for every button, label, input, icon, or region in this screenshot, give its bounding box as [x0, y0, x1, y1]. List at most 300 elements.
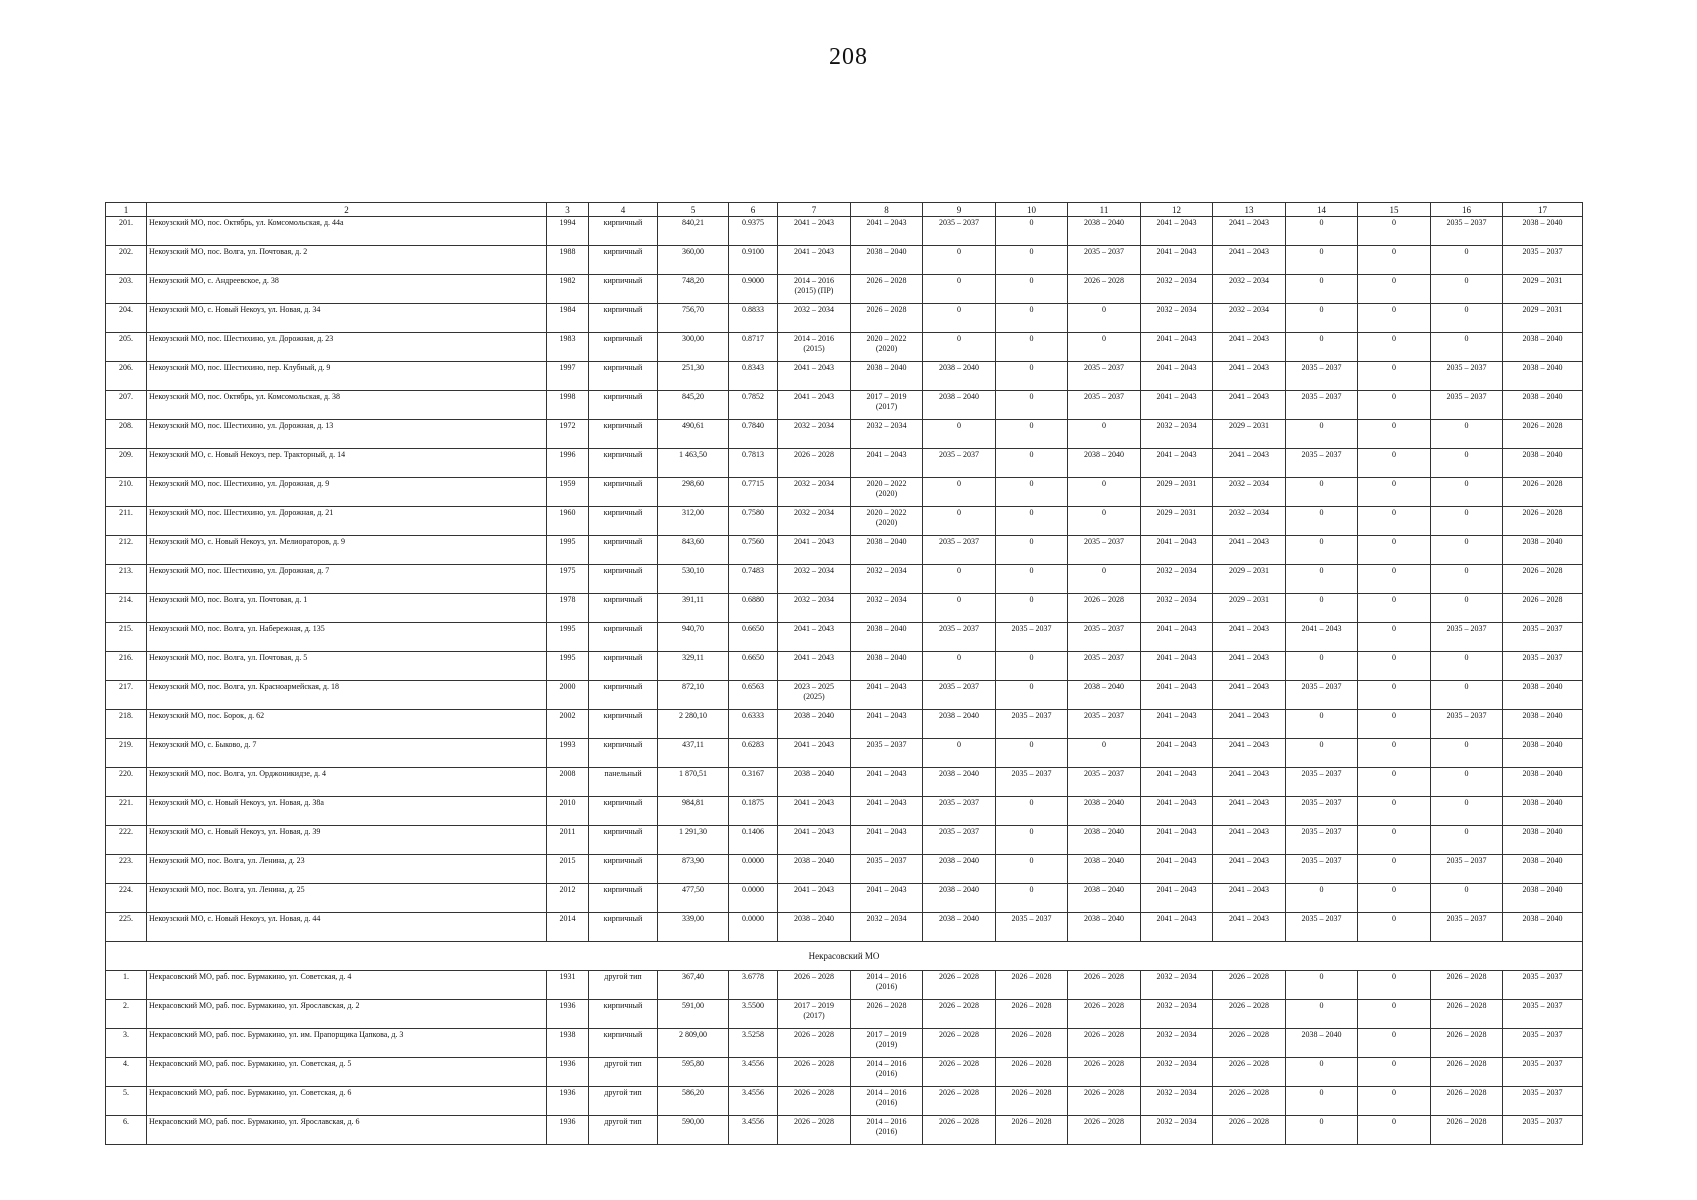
- col-17-cell: 2029 – 2031: [1503, 304, 1583, 333]
- col-area-cell: 872,10: [658, 681, 729, 710]
- cell-line: 2017 – 2019: [794, 1001, 834, 1010]
- col-14-cell: 0: [1286, 565, 1358, 594]
- col-15-cell: 0: [1358, 768, 1431, 797]
- col-14-cell: 2035 – 2037: [1286, 391, 1358, 420]
- col-number-cell: 6.: [106, 1116, 147, 1145]
- col-8-cell: 2035 – 2037: [851, 739, 923, 768]
- col-13-cell: 2029 – 2031: [1213, 594, 1286, 623]
- col-7-cell: 2041 – 2043: [778, 826, 851, 855]
- col-wear-cell: 0.3167: [729, 768, 778, 797]
- col-wear-cell: 0.7483: [729, 565, 778, 594]
- table-row: [106, 594, 1583, 623]
- col-17-cell: 2026 – 2028: [1503, 565, 1583, 594]
- col-14-cell: 2035 – 2037: [1286, 768, 1358, 797]
- col-11-cell: 0: [1068, 565, 1141, 594]
- col-16-cell: 0: [1431, 797, 1503, 826]
- col-16-cell: 2035 – 2037: [1431, 391, 1503, 420]
- col-10-cell: 0: [996, 594, 1068, 623]
- col-15-cell: 0: [1358, 391, 1431, 420]
- col-11-cell: 2038 – 2040: [1068, 681, 1141, 710]
- col-address-cell: Некоузский МО, пос. Волга, ул. Набережная, д. 135: [147, 623, 547, 652]
- table-row: [106, 652, 1583, 681]
- col-area-cell: 586,20: [658, 1087, 729, 1116]
- col-area-cell: 367,40: [658, 971, 729, 1000]
- col-area-cell: 391,11: [658, 594, 729, 623]
- col-number-cell: 219.: [106, 739, 147, 768]
- col-wear-cell: 0.7560: [729, 536, 778, 565]
- col-wall-material-cell: другой тип: [589, 1087, 658, 1116]
- col-17-cell: 2026 – 2028: [1503, 507, 1583, 536]
- col-17-cell: 2035 – 2037: [1503, 1029, 1583, 1058]
- col-number-cell: 2.: [106, 1000, 147, 1029]
- col-11-cell: 2035 – 2037: [1068, 710, 1141, 739]
- column-header-7: 7: [778, 203, 851, 217]
- col-16-cell: 0: [1431, 681, 1503, 710]
- col-16-cell: 0: [1431, 275, 1503, 304]
- col-8-cell: [851, 507, 923, 536]
- table-row: [106, 565, 1583, 594]
- col-7-cell: [778, 333, 851, 362]
- col-15-cell: 0: [1358, 652, 1431, 681]
- col-wall-material-cell: кирпичный: [589, 362, 658, 391]
- col-7-cell: 2041 – 2043: [778, 884, 851, 913]
- col-11-cell: 2035 – 2037: [1068, 391, 1141, 420]
- table-row: [106, 884, 1583, 913]
- col-16-cell: 0: [1431, 652, 1503, 681]
- col-number-cell: 216.: [106, 652, 147, 681]
- col-7-cell: 2038 – 2040: [778, 768, 851, 797]
- col-9-cell: 2038 – 2040: [923, 362, 996, 391]
- col-address-cell: Некоузский МО, пос. Волга, ул. Ленина, д. 23: [147, 855, 547, 884]
- col-address-cell: Некоузский МО, пос. Волга, ул. Орджоникидзе, д. 4: [147, 768, 547, 797]
- col-address-cell: Некоузский МО, с. Новый Некоуз, ул. Новая, д. 38а: [147, 797, 547, 826]
- col-number-cell: 225.: [106, 913, 147, 942]
- col-number-cell: 203.: [106, 275, 147, 304]
- col-13-cell: 2041 – 2043: [1213, 652, 1286, 681]
- col-16-cell: 2026 – 2028: [1431, 1058, 1503, 1087]
- col-12-cell: 2041 – 2043: [1141, 913, 1213, 942]
- col-13-cell: 2041 – 2043: [1213, 333, 1286, 362]
- col-14-cell: 2035 – 2037: [1286, 681, 1358, 710]
- table-row: [106, 391, 1583, 420]
- cell-line: 2023 – 2025: [794, 682, 834, 691]
- col-year-cell: 1959: [547, 478, 589, 507]
- column-header-9: 9: [923, 203, 996, 217]
- cell-line: 2020 – 2022: [866, 508, 907, 517]
- col-7-cell: 2041 – 2043: [778, 623, 851, 652]
- col-year-cell: 2012: [547, 884, 589, 913]
- col-14-cell: 0: [1286, 710, 1358, 739]
- col-address-cell: Некрасовский МО, раб. пос. Бурмакино, ул. Советская, д. 4: [147, 971, 547, 1000]
- col-number-cell: 1.: [106, 971, 147, 1000]
- col-year-cell: 1994: [547, 217, 589, 246]
- col-year-cell: 1936: [547, 1116, 589, 1145]
- col-wall-material-cell: кирпичный: [589, 681, 658, 710]
- col-year-cell: 2008: [547, 768, 589, 797]
- col-14-cell: 0: [1286, 217, 1358, 246]
- column-header-17: 17: [1503, 203, 1583, 217]
- col-13-cell: 2041 – 2043: [1213, 681, 1286, 710]
- col-13-cell: 2041 – 2043: [1213, 884, 1286, 913]
- col-8-cell: 2041 – 2043: [851, 884, 923, 913]
- col-13-cell: 2041 – 2043: [1213, 536, 1286, 565]
- col-11-cell: 2026 – 2028: [1068, 1116, 1141, 1145]
- col-area-cell: 845,20: [658, 391, 729, 420]
- col-13-cell: 2041 – 2043: [1213, 797, 1286, 826]
- col-15-cell: 0: [1358, 449, 1431, 478]
- col-wear-cell: 0.6880: [729, 594, 778, 623]
- col-17-cell: 2026 – 2028: [1503, 420, 1583, 449]
- col-14-cell: 0: [1286, 1116, 1358, 1145]
- col-area-cell: 251,30: [658, 362, 729, 391]
- col-9-cell: 2038 – 2040: [923, 768, 996, 797]
- col-15-cell: 0: [1358, 1116, 1431, 1145]
- col-15-cell: 0: [1358, 362, 1431, 391]
- col-15-cell: 0: [1358, 913, 1431, 942]
- column-header-8: 8: [851, 203, 923, 217]
- col-16-cell: 2026 – 2028: [1431, 1029, 1503, 1058]
- col-9-cell: 2035 – 2037: [923, 217, 996, 246]
- col-11-cell: 2026 – 2028: [1068, 971, 1141, 1000]
- col-9-cell: 2038 – 2040: [923, 913, 996, 942]
- col-area-cell: 756,70: [658, 304, 729, 333]
- col-9-cell: 0: [923, 275, 996, 304]
- col-number-cell: 201.: [106, 217, 147, 246]
- table-row: [106, 681, 1583, 710]
- table-row: [106, 449, 1583, 478]
- col-address-cell: Некоузский МО, с. Быково, д. 7: [147, 739, 547, 768]
- col-17-cell: 2026 – 2028: [1503, 478, 1583, 507]
- table-row: [106, 1058, 1583, 1087]
- col-16-cell: 0: [1431, 304, 1503, 333]
- col-number-cell: 221.: [106, 797, 147, 826]
- table-row: [106, 246, 1583, 275]
- col-12-cell: 2032 – 2034: [1141, 420, 1213, 449]
- col-wall-material-cell: кирпичный: [589, 565, 658, 594]
- col-wall-material-cell: кирпичный: [589, 391, 658, 420]
- col-8-cell: 2041 – 2043: [851, 217, 923, 246]
- col-address-cell: Некрасовский МО, раб. пос. Бурмакино, ул. Советская, д. 6: [147, 1087, 547, 1116]
- col-17-cell: 2038 – 2040: [1503, 391, 1583, 420]
- col-wall-material-cell: кирпичный: [589, 1029, 658, 1058]
- col-wear-cell: 0.7813: [729, 449, 778, 478]
- col-number-cell: 212.: [106, 536, 147, 565]
- col-16-cell: 0: [1431, 420, 1503, 449]
- col-year-cell: 2011: [547, 826, 589, 855]
- cell-line: 2020 – 2022: [866, 334, 907, 343]
- col-11-cell: 0: [1068, 333, 1141, 362]
- col-wear-cell: 0.1406: [729, 826, 778, 855]
- col-16-cell: 2026 – 2028: [1431, 971, 1503, 1000]
- col-14-cell: 0: [1286, 420, 1358, 449]
- col-14-cell: 0: [1286, 478, 1358, 507]
- col-wall-material-cell: кирпичный: [589, 652, 658, 681]
- cell-line: (2019): [875, 1040, 898, 1049]
- col-15-cell: 0: [1358, 594, 1431, 623]
- col-wear-cell: 0.6333: [729, 710, 778, 739]
- table-row: [106, 855, 1583, 884]
- col-14-cell: 0: [1286, 246, 1358, 275]
- col-10-cell: 0: [996, 681, 1068, 710]
- col-number-cell: 223.: [106, 855, 147, 884]
- col-area-cell: 530,10: [658, 565, 729, 594]
- col-16-cell: 2026 – 2028: [1431, 1116, 1503, 1145]
- col-8-cell: 2041 – 2043: [851, 681, 923, 710]
- col-11-cell: 2035 – 2037: [1068, 623, 1141, 652]
- repair-schedule-table: [105, 202, 1583, 1145]
- col-16-cell: 2035 – 2037: [1431, 710, 1503, 739]
- col-13-cell: 2026 – 2028: [1213, 1116, 1286, 1145]
- col-15-cell: 0: [1358, 217, 1431, 246]
- col-12-cell: 2032 – 2034: [1141, 1058, 1213, 1087]
- col-9-cell: 0: [923, 507, 996, 536]
- col-wall-material-cell: кирпичный: [589, 1000, 658, 1029]
- col-10-cell: 0: [996, 797, 1068, 826]
- col-area-cell: 1 463,50: [658, 449, 729, 478]
- col-17-cell: 2038 – 2040: [1503, 681, 1583, 710]
- col-year-cell: 1997: [547, 362, 589, 391]
- col-wall-material-cell: кирпичный: [589, 855, 658, 884]
- col-11-cell: 2026 – 2028: [1068, 1000, 1141, 1029]
- col-wall-material-cell: кирпичный: [589, 420, 658, 449]
- col-15-cell: 0: [1358, 275, 1431, 304]
- col-17-cell: 2035 – 2037: [1503, 1116, 1583, 1145]
- col-13-cell: 2041 – 2043: [1213, 362, 1286, 391]
- col-wall-material-cell: кирпичный: [589, 884, 658, 913]
- col-address-cell: Некоузский МО, с. Новый Некоуз, ул. Новая, д. 39: [147, 826, 547, 855]
- col-11-cell: 2038 – 2040: [1068, 884, 1141, 913]
- col-area-cell: 490,61: [658, 420, 729, 449]
- col-address-cell: Некоузский МО, с. Новый Некоуз, пер. Тракторный, д. 14: [147, 449, 547, 478]
- cell-line: (2017): [803, 1011, 825, 1020]
- col-17-cell: 2035 – 2037: [1503, 623, 1583, 652]
- col-12-cell: 2041 – 2043: [1141, 739, 1213, 768]
- col-number-cell: 209.: [106, 449, 147, 478]
- col-year-cell: 1936: [547, 1058, 589, 1087]
- col-8-cell: 2032 – 2034: [851, 594, 923, 623]
- col-16-cell: 0: [1431, 884, 1503, 913]
- col-wear-cell: 0.8343: [729, 362, 778, 391]
- col-14-cell: 2035 – 2037: [1286, 449, 1358, 478]
- col-10-cell: 2026 – 2028: [996, 1087, 1068, 1116]
- col-15-cell: 0: [1358, 304, 1431, 333]
- col-area-cell: 477,50: [658, 884, 729, 913]
- col-wear-cell: 0.0000: [729, 913, 778, 942]
- col-wear-cell: 0.9000: [729, 275, 778, 304]
- col-8-cell: 2041 – 2043: [851, 768, 923, 797]
- cell-line: 2017 – 2019: [866, 1030, 907, 1039]
- col-wall-material-cell: кирпичный: [589, 304, 658, 333]
- col-area-cell: 329,11: [658, 652, 729, 681]
- col-11-cell: 0: [1068, 420, 1141, 449]
- col-10-cell: 0: [996, 739, 1068, 768]
- col-15-cell: 0: [1358, 1058, 1431, 1087]
- col-year-cell: 1960: [547, 507, 589, 536]
- col-11-cell: 2026 – 2028: [1068, 1087, 1141, 1116]
- col-7-cell: 2041 – 2043: [778, 652, 851, 681]
- col-year-cell: 1998: [547, 391, 589, 420]
- col-15-cell: 0: [1358, 507, 1431, 536]
- col-wall-material-cell: кирпичный: [589, 536, 658, 565]
- col-12-cell: 2041 – 2043: [1141, 217, 1213, 246]
- col-7-cell: 2038 – 2040: [778, 913, 851, 942]
- col-15-cell: 0: [1358, 1000, 1431, 1029]
- col-9-cell: 2038 – 2040: [923, 884, 996, 913]
- col-number-cell: 217.: [106, 681, 147, 710]
- col-10-cell: 0: [996, 507, 1068, 536]
- col-15-cell: 0: [1358, 884, 1431, 913]
- table-row: [106, 971, 1583, 1000]
- col-area-cell: 595,80: [658, 1058, 729, 1087]
- col-wall-material-cell: кирпичный: [589, 623, 658, 652]
- col-address-cell: Некоузский МО, пос. Шестихино, ул. Дорожная, д. 21: [147, 507, 547, 536]
- col-year-cell: 1993: [547, 739, 589, 768]
- col-10-cell: 2035 – 2037: [996, 623, 1068, 652]
- column-header-16: 16: [1431, 203, 1503, 217]
- col-area-cell: 843,60: [658, 536, 729, 565]
- col-wear-cell: 0.0000: [729, 855, 778, 884]
- col-7-cell: 2026 – 2028: [778, 1058, 851, 1087]
- col-wall-material-cell: кирпичный: [589, 797, 658, 826]
- col-10-cell: 0: [996, 391, 1068, 420]
- cell-line: (2025): [803, 692, 825, 701]
- col-15-cell: 0: [1358, 478, 1431, 507]
- col-12-cell: 2041 – 2043: [1141, 768, 1213, 797]
- col-16-cell: 0: [1431, 594, 1503, 623]
- col-address-cell: Некоузский МО, пос. Борок, д. 62: [147, 710, 547, 739]
- col-12-cell: 2041 – 2043: [1141, 333, 1213, 362]
- col-16-cell: 0: [1431, 507, 1503, 536]
- col-10-cell: 2035 – 2037: [996, 710, 1068, 739]
- col-wear-cell: 0.6283: [729, 739, 778, 768]
- col-address-cell: Некрасовский МО, раб. пос. Бурмакино, ул. Ярославская, д. 2: [147, 1000, 547, 1029]
- col-10-cell: 0: [996, 333, 1068, 362]
- col-7-cell: 2041 – 2043: [778, 536, 851, 565]
- col-8-cell: [851, 1116, 923, 1145]
- col-15-cell: 0: [1358, 681, 1431, 710]
- column-header-10: 10: [996, 203, 1068, 217]
- col-wear-cell: 0.7715: [729, 478, 778, 507]
- col-11-cell: 0: [1068, 739, 1141, 768]
- col-9-cell: 2026 – 2028: [923, 1000, 996, 1029]
- col-wear-cell: 3.6778: [729, 971, 778, 1000]
- col-11-cell: 2026 – 2028: [1068, 275, 1141, 304]
- col-12-cell: 2041 – 2043: [1141, 826, 1213, 855]
- col-12-cell: 2041 – 2043: [1141, 652, 1213, 681]
- col-year-cell: 1972: [547, 420, 589, 449]
- col-number-cell: 207.: [106, 391, 147, 420]
- col-9-cell: 0: [923, 739, 996, 768]
- col-17-cell: 2038 – 2040: [1503, 768, 1583, 797]
- col-address-cell: Некоузский МО, с. Новый Некоуз, ул. Новая, д. 34: [147, 304, 547, 333]
- col-14-cell: 2035 – 2037: [1286, 913, 1358, 942]
- col-14-cell: 0: [1286, 971, 1358, 1000]
- col-area-cell: 360,00: [658, 246, 729, 275]
- table-row: [106, 797, 1583, 826]
- col-address-cell: Некоузский МО, пос. Шестихино, ул. Дорожная, д. 23: [147, 333, 547, 362]
- col-7-cell: 2032 – 2034: [778, 565, 851, 594]
- cell-line: (2020): [875, 518, 898, 527]
- col-address-cell: Некоузский МО, пос. Шестихино, ул. Дорожная, д. 9: [147, 478, 547, 507]
- col-14-cell: 2038 – 2040: [1286, 1029, 1358, 1058]
- col-area-cell: 1 291,30: [658, 826, 729, 855]
- col-10-cell: 2035 – 2037: [996, 913, 1068, 942]
- col-17-cell: 2026 – 2028: [1503, 594, 1583, 623]
- col-address-cell: Некоузский МО, пос. Волга, ул. Почтовая, д. 5: [147, 652, 547, 681]
- col-12-cell: 2032 – 2034: [1141, 594, 1213, 623]
- cell-line: (2016): [875, 1127, 898, 1136]
- col-year-cell: 1936: [547, 1000, 589, 1029]
- table-row: [106, 1000, 1583, 1029]
- col-wall-material-cell: другой тип: [589, 971, 658, 1000]
- col-17-cell: 2035 – 2037: [1503, 1058, 1583, 1087]
- col-15-cell: 0: [1358, 710, 1431, 739]
- col-wall-material-cell: кирпичный: [589, 826, 658, 855]
- col-area-cell: 748,20: [658, 275, 729, 304]
- col-11-cell: 2038 – 2040: [1068, 217, 1141, 246]
- col-14-cell: 0: [1286, 1058, 1358, 1087]
- section-row: [106, 942, 1583, 971]
- table-row: [106, 478, 1583, 507]
- col-10-cell: 0: [996, 449, 1068, 478]
- col-10-cell: 0: [996, 420, 1068, 449]
- col-16-cell: 0: [1431, 333, 1503, 362]
- col-8-cell: 2026 – 2028: [851, 275, 923, 304]
- col-number-cell: 222.: [106, 826, 147, 855]
- col-13-cell: 2041 – 2043: [1213, 449, 1286, 478]
- col-9-cell: 2035 – 2037: [923, 681, 996, 710]
- col-8-cell: 2041 – 2043: [851, 449, 923, 478]
- col-year-cell: 1995: [547, 536, 589, 565]
- col-number-cell: 220.: [106, 768, 147, 797]
- col-10-cell: 0: [996, 217, 1068, 246]
- col-9-cell: 2035 – 2037: [923, 449, 996, 478]
- col-8-cell: 2026 – 2028: [851, 1000, 923, 1029]
- column-header-13: 13: [1213, 203, 1286, 217]
- col-10-cell: 2026 – 2028: [996, 1116, 1068, 1145]
- col-10-cell: 2026 – 2028: [996, 971, 1068, 1000]
- col-number-cell: 213.: [106, 565, 147, 594]
- col-wall-material-cell: панельный: [589, 768, 658, 797]
- col-14-cell: 0: [1286, 1087, 1358, 1116]
- col-14-cell: 0: [1286, 739, 1358, 768]
- col-number-cell: 218.: [106, 710, 147, 739]
- col-12-cell: 2032 – 2034: [1141, 1029, 1213, 1058]
- col-16-cell: 2035 – 2037: [1431, 217, 1503, 246]
- column-header-11: 11: [1068, 203, 1141, 217]
- col-9-cell: 0: [923, 246, 996, 275]
- col-wear-cell: 3.4556: [729, 1087, 778, 1116]
- col-wear-cell: 3.5500: [729, 1000, 778, 1029]
- col-10-cell: 0: [996, 478, 1068, 507]
- col-14-cell: 0: [1286, 1000, 1358, 1029]
- col-11-cell: 2038 – 2040: [1068, 449, 1141, 478]
- col-17-cell: 2035 – 2037: [1503, 652, 1583, 681]
- col-9-cell: 2026 – 2028: [923, 1029, 996, 1058]
- col-year-cell: 1983: [547, 333, 589, 362]
- col-wear-cell: 0.7852: [729, 391, 778, 420]
- col-12-cell: 2041 – 2043: [1141, 449, 1213, 478]
- col-17-cell: 2038 – 2040: [1503, 913, 1583, 942]
- col-9-cell: 2035 – 2037: [923, 797, 996, 826]
- col-17-cell: 2038 – 2040: [1503, 333, 1583, 362]
- col-13-cell: 2026 – 2028: [1213, 1029, 1286, 1058]
- col-8-cell: [851, 478, 923, 507]
- col-8-cell: 2032 – 2034: [851, 565, 923, 594]
- col-wear-cell: 0.8717: [729, 333, 778, 362]
- col-8-cell: 2035 – 2037: [851, 855, 923, 884]
- col-8-cell: 2041 – 2043: [851, 710, 923, 739]
